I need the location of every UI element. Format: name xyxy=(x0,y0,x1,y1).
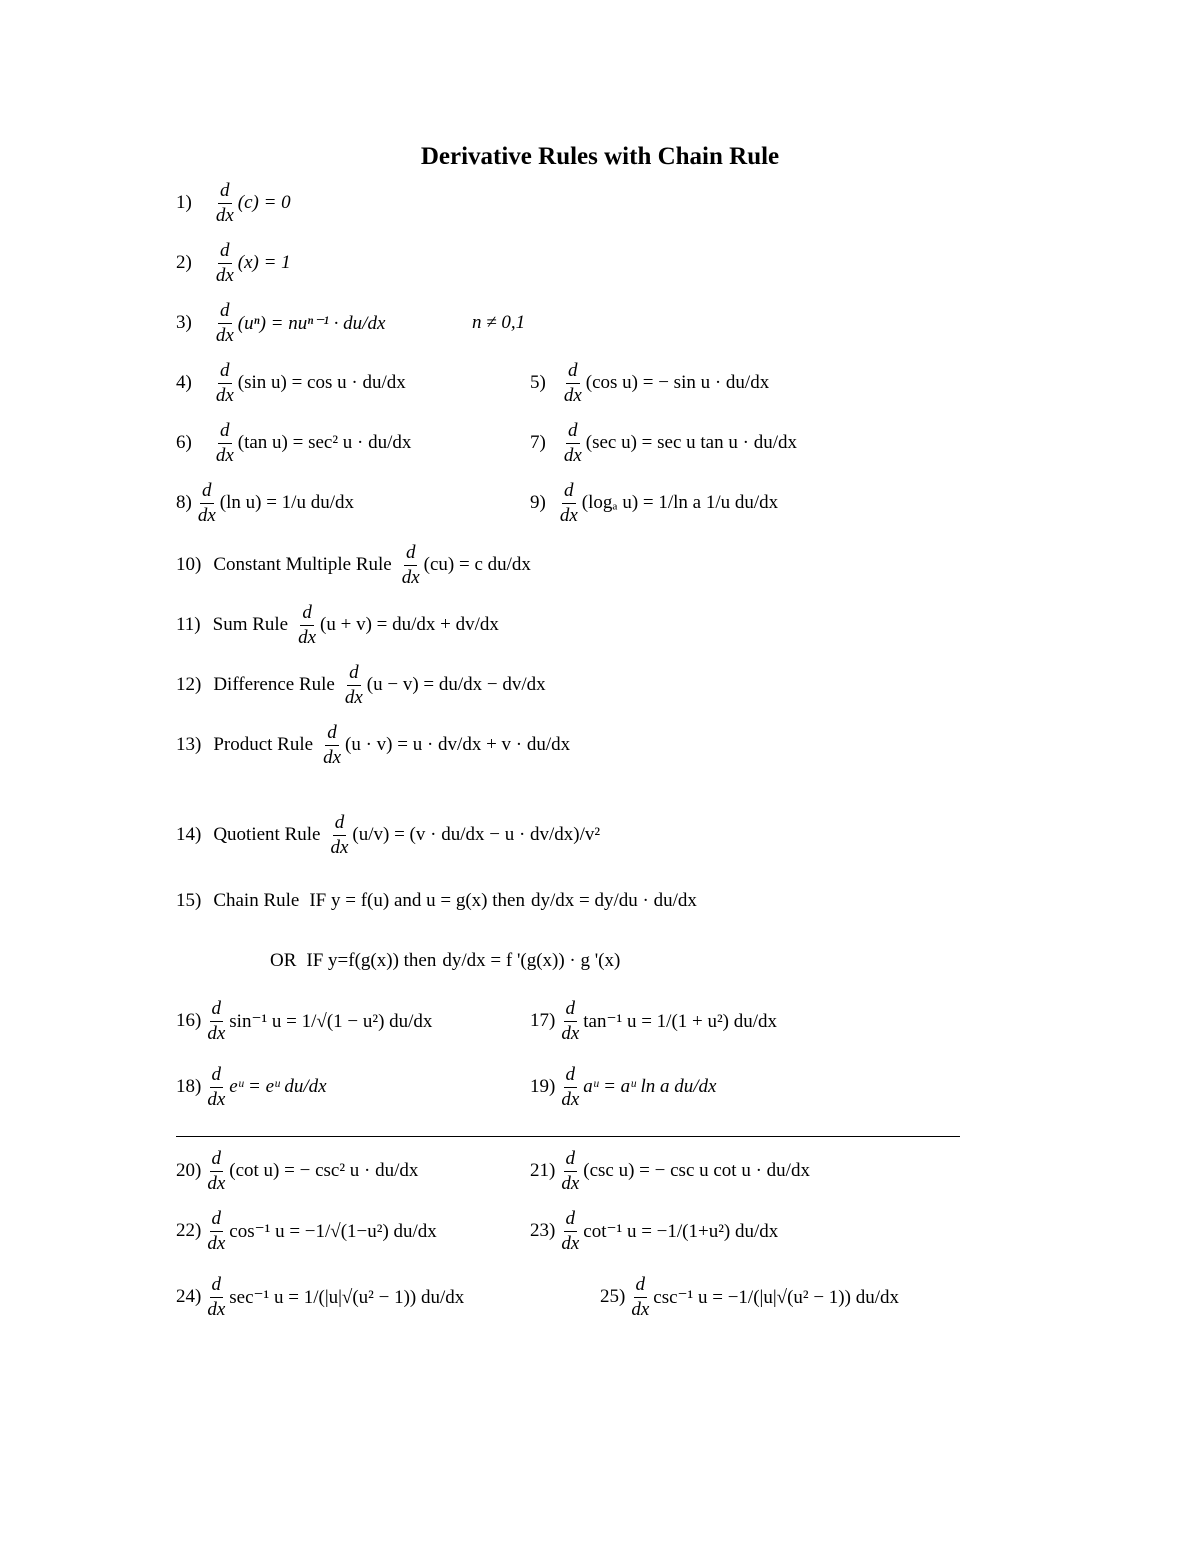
derivative-operator: $\frac{d}{dx}$ xyxy=(215,179,234,226)
rule-expression: (ln u) = 1/u du/dx xyxy=(219,492,354,513)
rule-14 xyxy=(176,800,600,870)
rule-number: 19) xyxy=(530,1076,556,1097)
rule-number: 12) xyxy=(176,674,202,695)
derivative-operator: $\frac{d}{dx}$ xyxy=(631,1273,650,1320)
rule-expression: sin⁻¹ u = 1/√(1 − u²) du/dx xyxy=(229,1010,433,1032)
rule-number: 10) xyxy=(176,554,202,575)
derivative-operator: $\frac{d}{dx}$ xyxy=(559,479,578,526)
rule-name: Chain Rule xyxy=(213,890,300,911)
rule-expression: (cos u) = − sin u · du/dx xyxy=(585,372,770,393)
rule-number: 25) xyxy=(600,1286,626,1307)
rule-or-label: OR xyxy=(270,950,297,971)
derivative-operator: $\frac{d}{dx}$ xyxy=(561,1063,580,1110)
rule-expression: (u + v) = du/dx + dv/dx xyxy=(320,614,499,635)
rule-name: Product Rule xyxy=(213,734,314,755)
rule-expression: (sin u) = cos u · du/dx xyxy=(237,372,406,393)
page-title: Derivative Rules with Chain Rule xyxy=(420,143,780,170)
rule-16 xyxy=(176,986,432,1056)
rule-name: Difference Rule xyxy=(213,674,335,695)
rule-number: 4) xyxy=(176,372,192,393)
rule-8 xyxy=(176,468,354,538)
rule-number: 17) xyxy=(530,1010,556,1031)
rule-expression: sec⁻¹ u = 1/(|u|√(u² − 1)) du/dx xyxy=(229,1286,465,1308)
derivative-operator: $\frac{d}{dx}$ xyxy=(323,721,342,768)
rule-name: Constant Multiple Rule xyxy=(213,554,392,575)
derivative-operator: $\frac{d}{dx}$ xyxy=(207,1147,226,1194)
rule-number: 18) xyxy=(176,1076,202,1097)
rule-number: 22) xyxy=(176,1220,202,1241)
rule-name: Quotient Rule xyxy=(213,824,321,845)
rule-expression: tan⁻¹ u = 1/(1 + u²) du/dx xyxy=(583,1010,778,1032)
rule-number: 20) xyxy=(176,1160,202,1181)
derivative-operator: $\frac{d}{dx}$ xyxy=(561,997,580,1044)
derivative-operator: $\frac{d}{dx}$ xyxy=(207,997,226,1044)
rule-note: n ≠ 0,1 xyxy=(472,312,526,333)
rule-expression: cot⁻¹ u = −1/(1+u²) du/dx xyxy=(583,1220,779,1242)
rule-19 xyxy=(530,1052,716,1122)
rule-number: 15) xyxy=(176,890,202,911)
rule-expression: (logₐ u) = 1/ln a 1/u du/dx xyxy=(581,492,779,513)
derivative-operator: $\frac{d}{dx}$ xyxy=(215,239,234,286)
rule-expression: cos⁻¹ u = −1/√(1−u²) du/dx xyxy=(229,1220,437,1242)
rule-number: 24) xyxy=(176,1286,202,1307)
derivative-operator: $\frac{d}{dx}$ xyxy=(207,1063,226,1110)
derivative-operator: $\frac{d}{dx}$ xyxy=(330,811,349,858)
rule-number: 1) xyxy=(176,192,192,213)
rule-24 xyxy=(176,1262,464,1332)
rule-expression: (csc u) = − csc u cot u · du/dx xyxy=(583,1160,810,1181)
rule-number: 11) xyxy=(176,614,201,635)
derivative-operator: $\frac{d}{dx}$ xyxy=(215,359,234,406)
rule-18 xyxy=(176,1052,327,1122)
rule-number: 9) xyxy=(530,492,546,513)
rule-number: 7) xyxy=(530,432,546,453)
derivative-operator: $\frac{d}{dx}$ xyxy=(344,661,363,708)
rule-13 xyxy=(176,710,570,780)
rule-9 xyxy=(530,468,778,538)
rule-number: 2) xyxy=(176,252,192,273)
rule-number: 3) xyxy=(176,312,192,333)
rule-number: 21) xyxy=(530,1160,556,1181)
rule-expression: (tan u) = sec² u · du/dx xyxy=(237,432,412,453)
derivative-operator: $\frac{d}{dx}$ xyxy=(197,479,216,526)
rule-number: 23) xyxy=(530,1220,556,1241)
derivative-operator: $\frac{d}{dx}$ xyxy=(561,1207,580,1254)
derivative-operator: $\frac{d}{dx}$ xyxy=(215,419,234,466)
rule-number: 6) xyxy=(176,432,192,453)
derivative-operator: $\frac{d}{dx}$ xyxy=(563,359,582,406)
derivative-operator: $\frac{d}{dx}$ xyxy=(207,1273,226,1320)
rule-expression: (uⁿ) = nuⁿ⁻¹ · du/dx xyxy=(237,312,386,334)
rule-3-condition xyxy=(472,288,525,358)
derivative-operator: $\frac{d}{dx}$ xyxy=(401,541,420,588)
derivative-operator: $\frac{d}{dx}$ xyxy=(207,1207,226,1254)
rule-expression: dy/dx = f '(g(x)) · g '(x) xyxy=(442,950,621,971)
rule-17 xyxy=(530,986,777,1056)
rule-expression: (u − v) = du/dx − dv/dx xyxy=(366,674,546,695)
rule-expression: aᵘ = aᵘ ln a du/dx xyxy=(583,1076,717,1097)
rule-number: 16) xyxy=(176,1010,202,1031)
rule-expression: (x) = 1 xyxy=(237,252,291,273)
rule-expression: csc⁻¹ u = −1/(|u|√(u² − 1)) du/dx xyxy=(653,1286,899,1308)
derivative-operator: $\frac{d}{dx}$ xyxy=(561,1147,580,1194)
rule-expression: dy/dx = dy/du · du/dx xyxy=(530,890,697,911)
rule-condition: IF y = f(u) and u = g(x) then xyxy=(309,890,525,911)
rule-number: 14) xyxy=(176,824,202,845)
rule-number: 8) xyxy=(176,492,192,513)
rule-name: Sum Rule xyxy=(212,614,289,635)
rule-expression: eᵘ = eᵘ du/dx xyxy=(229,1076,327,1097)
rule-23 xyxy=(530,1196,778,1266)
derivative-operator: $\frac{d}{dx}$ xyxy=(298,601,317,648)
rule-22 xyxy=(176,1196,437,1266)
derivative-operator: $\frac{d}{dx}$ xyxy=(563,419,582,466)
rule-number: 13) xyxy=(176,734,202,755)
rule-expression: (u/v) = (v · du/dx − u · dv/dx)/v² xyxy=(352,824,601,845)
rule-expression: (c) = 0 xyxy=(237,192,291,213)
rule-expression: (u · v) = u · dv/dx + v · du/dx xyxy=(345,734,571,755)
derivative-operator: $\frac{d}{dx}$ xyxy=(215,299,234,346)
rule-expression: (cot u) = − csc² u · du/dx xyxy=(229,1160,419,1181)
rule-condition: IF y=f(g(x)) then xyxy=(306,950,437,971)
rule-expression: (cu) = c du/dx xyxy=(423,554,531,575)
rule-number: 5) xyxy=(530,372,546,393)
rule-expression: (sec u) = sec u tan u · du/dx xyxy=(585,432,797,453)
rule-25 xyxy=(600,1262,899,1332)
